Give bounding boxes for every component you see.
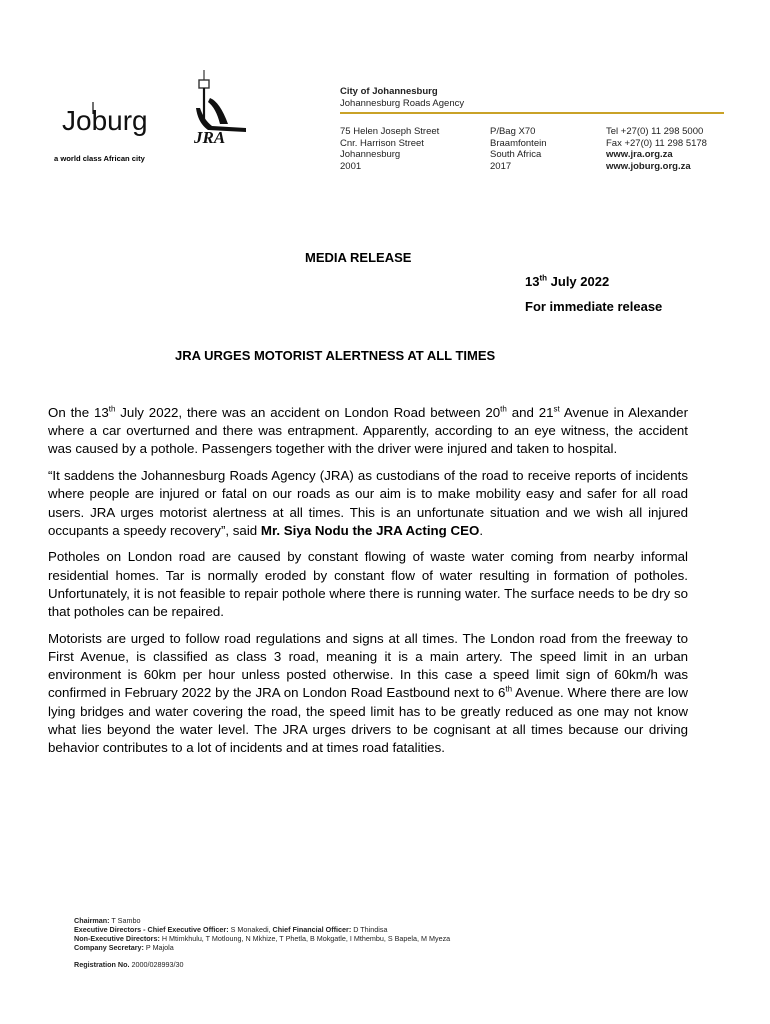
text-run: Avenue. Where there are low lying bridges and water covering the road, the speed limit has to be greatly reduced as one may not know what lies beyond the water level. The JRA urges drivers to be cognisant at all times because our driving behavior contributes to a lot of incidents and at times road fatalities. [48, 685, 688, 755]
paragraph: Potholes on London road are caused by constant flowing of waste water coming from nearby informal residential homes. Tar is normally eroded by constant flow of water resulting in formation of potholes. Unfortunately, it is not feasible to repair pothole where there is running water. The surface needs to be dry so that potholes can be repaired. [48, 549, 688, 620]
street-line: Cnr. Harrison Street [340, 137, 424, 149]
date-rest: July 2022 [547, 274, 610, 289]
postal-line: P/Bag X70 [490, 126, 536, 137]
postal-line: Braamfontein [490, 137, 547, 149]
footer-line [74, 925, 450, 934]
footer-label: Non-Executive Directors: [74, 934, 160, 943]
street-line: Johannesburg [340, 149, 401, 160]
street-line: 75 Helen Joseph Street [340, 126, 440, 137]
contact-info [606, 126, 707, 172]
footer-value: 2000/028993/30 [129, 960, 184, 969]
date-day: 13 [525, 274, 540, 289]
footer-label: Executive Directors - Chief Executive Officer: [74, 925, 229, 934]
footer-label: Registration No. [74, 960, 130, 969]
release-body [48, 404, 688, 766]
footer-directors [74, 916, 450, 952]
footer-label: Chief Financial Officer: [272, 925, 352, 934]
date-suffix: th [539, 273, 548, 283]
paragraph [48, 630, 688, 757]
joburg-logo [60, 100, 160, 140]
org-name: City of Johannesburg [340, 86, 438, 97]
superscript: th [108, 404, 116, 414]
footer-value: H Mtimkhulu, T Motloung, N Mkhize, T Phetla, B Mokgatle, I Mthembu, S Bapela, M Myeza [159, 934, 451, 943]
postal-line: South Africa [490, 149, 542, 160]
agency-name: Johannesburg Roads Agency [340, 98, 465, 109]
text-run: July 2022, there was an accident on London Road between 20 [115, 405, 501, 420]
text-run: Avenue in Alexander where a car overturned and there was entrapment. Apparently, according to an eye witness, the accident was caused by a pothole. Passengers together with the driver were injured and taken to hospital. [48, 405, 688, 457]
quote-text: “It saddens the Johannesburg Roads Agency (JRA) as custodians of the road to receive reports of incidents where people are injured or fatal on our roads as our aim is to make mobility easy and safer for all road users. JRA urges motorist alertness at all times. This is an unfortunate situation and we wish all injured occupants a speedy recovery”, said [48, 468, 688, 538]
text-run: . [479, 522, 484, 538]
release-type: MEDIA RELEASE [305, 250, 412, 265]
street-line: 2001 [340, 160, 362, 172]
letterhead-rule [340, 112, 724, 114]
letterhead-org [340, 86, 464, 110]
footer-value: S Monakedi, [228, 925, 273, 934]
spokesperson: Mr. Siya Nodu the JRA Acting CEO [260, 522, 480, 538]
fax: Fax +27(0) 11 298 5178 [606, 137, 707, 149]
footer-value: D Thindisa [351, 925, 388, 934]
joburg-logo-wordmark: Joburg [62, 105, 148, 136]
release-immediacy: For immediate release [525, 299, 663, 314]
footer-line [74, 934, 450, 943]
superscript: th [505, 684, 513, 694]
paragraph [48, 404, 688, 459]
jra-logo [190, 68, 254, 148]
text-run: On the 13 [48, 405, 109, 420]
street-address [340, 126, 439, 172]
website-link[interactable]: www.joburg.org.za [606, 160, 691, 172]
website-link[interactable]: www.jra.org.za [606, 149, 673, 160]
footer-label: Chairman: [74, 916, 110, 925]
release-date [525, 274, 609, 289]
postal-address [490, 126, 547, 172]
superscript: st [553, 404, 560, 414]
text-run: and 21 [506, 405, 554, 420]
joburg-tagline: a world class African city [54, 154, 145, 163]
phone: Tel +27(0) 11 298 5000 [606, 126, 704, 137]
jra-logo-text: JRA [194, 128, 226, 147]
postal-line: 2017 [490, 160, 512, 172]
superscript: th [500, 404, 507, 414]
registration-number [74, 960, 183, 969]
footer-value: T Sambo [109, 916, 141, 925]
headline: JRA URGES MOTORIST ALERTNESS AT ALL TIMES [175, 348, 496, 363]
footer-value: P Majola [143, 943, 174, 952]
text-run: Motorists are urged to follow road regulations and signs at all times. The London road from the freeway to First Avenue, is classified as class 3 road, meaning it is a main artery. The speed limit in an urban environment is 60km per hour unless posted otherwise. In this case a speed limit sign of 60km/h was confirmed in February 2022 by the JRA on London Road Eastbound next to 6 [48, 630, 688, 701]
footer-line [74, 916, 450, 925]
paragraph [48, 467, 688, 540]
footer-line [74, 943, 450, 952]
footer-label: Company Secretary: [74, 943, 144, 952]
